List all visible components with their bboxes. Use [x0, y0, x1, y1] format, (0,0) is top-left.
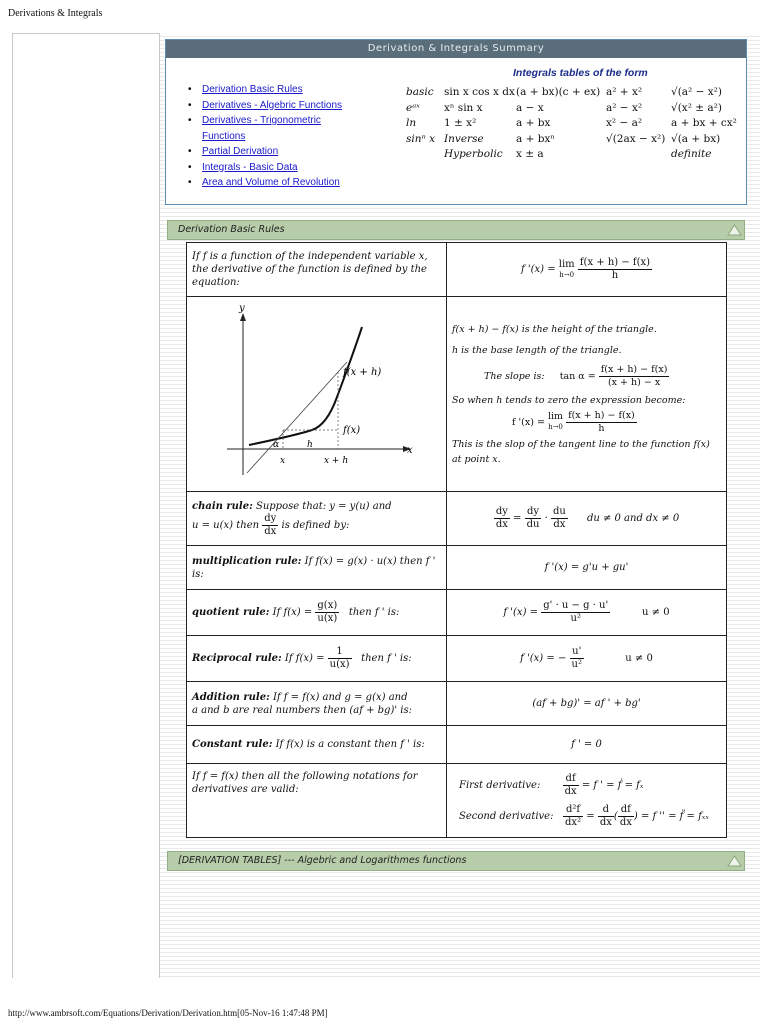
fraction — [566, 410, 637, 435]
frac-num: dy — [525, 506, 542, 519]
rule-text: is defined by: — [281, 519, 350, 531]
alpha-label: α — [273, 440, 280, 450]
integral-form-item: a² − x² — [606, 101, 643, 114]
toc-item[interactable] — [188, 82, 348, 98]
integral-form-item: a + bx + cx² — [671, 117, 737, 129]
slope-lhs: tan α = — [559, 370, 596, 382]
toc-item[interactable] — [188, 175, 348, 191]
frac-den: h — [598, 422, 605, 434]
formula-lhs: f '(x) = — [520, 264, 556, 275]
integral-form-item: definite — [671, 148, 712, 160]
toc-item[interactable] — [188, 144, 348, 160]
integral-form-item: a + bx — [516, 117, 551, 129]
toc-list — [188, 82, 348, 191]
integral-form-item: a + bxⁿ — [516, 132, 555, 145]
quot-rule-formula — [447, 590, 727, 636]
fraction — [563, 804, 583, 829]
quot-rule-text — [187, 590, 447, 636]
toc-item[interactable] — [188, 98, 348, 114]
frac-num: f(x + h) − f(x) — [568, 409, 635, 421]
const-rule-text — [187, 726, 447, 764]
toc-item[interactable] — [188, 160, 348, 176]
fraction — [618, 804, 634, 829]
section-title: Derivation Basic Rules — [178, 224, 285, 235]
fxh-label: f(x + h) — [343, 367, 382, 378]
table-row — [187, 590, 727, 636]
rule-label: chain rule: — [192, 500, 253, 512]
xh-tick-label: x + h — [324, 456, 349, 466]
integral-form-item: sinⁿ x — [406, 132, 436, 145]
integral-form-item: a − x — [516, 101, 544, 114]
rule-text: Suppose that: y = y(u) and — [255, 500, 392, 512]
footer-url: http://www.ambrsoft.com/Equations/Derivation/Derivation.htm[05-Nov-16 1:47:48 PM] — [8, 1008, 328, 1018]
summary-box — [165, 39, 747, 205]
rule-label: Reciprocal rule: — [192, 653, 282, 664]
frac-num: du — [553, 506, 566, 517]
x-label: x — [407, 445, 413, 456]
integral-form-item: eᵃˣ — [406, 101, 420, 114]
table-row — [187, 243, 727, 297]
table-row — [187, 726, 727, 764]
frac-num: g(x) — [315, 600, 339, 613]
limit — [548, 412, 563, 432]
fraction — [599, 364, 670, 389]
toc-link-trigonometric[interactable]: Derivatives - Trigonometric Functions — [202, 115, 321, 142]
left-column — [12, 33, 160, 978]
const-rule-formula: f ' = 0 — [447, 726, 727, 764]
table-row — [187, 492, 727, 546]
fraction — [541, 600, 610, 625]
condition: du ≠ 0 and dx ≠ 0 — [586, 513, 680, 524]
integral-form-item: x² − a² — [606, 117, 643, 129]
chain-rule-formula: $\frac{dy}{dx}$ = $\frac{dy}{du}$ · $\frac{du}{dx}$ du ≠ 0 and dx ≠ 0 — [447, 492, 727, 546]
rule-label: multiplication rule: — [192, 555, 302, 567]
frac-den: u² — [570, 613, 581, 624]
graph-explanation — [447, 297, 727, 492]
frac-num: f(x + h) − f(x) — [579, 257, 651, 268]
rule-text: then f ' is: — [361, 653, 412, 664]
notation-text: If f = f(x) then all the following notations for derivatives are valid: — [187, 764, 447, 838]
frac-num: u' — [570, 646, 584, 659]
formula-lhs: f '(x) = — [512, 416, 545, 428]
integral-form-item: xⁿ sin x — [444, 101, 483, 114]
frac-den: u² — [571, 659, 582, 670]
toc-link-partial[interactable]: Partial Derivation — [202, 146, 279, 157]
fraction — [262, 513, 278, 538]
frac-den: dx — [619, 816, 632, 828]
integral-form-item: sin x cos x dx — [444, 86, 515, 98]
lim-text: lim — [547, 411, 564, 422]
rule-text: a and b are real numbers then (af + bg)' is: — [192, 704, 412, 716]
formula-lhs: f '(x) = — [503, 607, 539, 618]
integral-form-item: Inverse — [444, 132, 484, 145]
integral-form-item: x ± a — [516, 148, 544, 160]
fraction — [315, 600, 339, 625]
recip-rule-text — [187, 636, 447, 682]
second-label: Second derivative: — [459, 810, 554, 822]
frac-num: dy — [495, 506, 508, 517]
fraction — [570, 646, 584, 671]
frac-num: 1 — [328, 646, 352, 659]
toc-item[interactable] — [188, 113, 348, 144]
frac-num: dy — [264, 512, 277, 524]
recip-rule-formula — [447, 636, 727, 682]
frac-den: (x + h) − x — [607, 376, 661, 388]
integral-form-item: a² + x² — [606, 86, 643, 98]
fraction — [578, 257, 652, 282]
rule-text: If f(x) = — [284, 653, 325, 664]
condition: u ≠ 0 — [625, 653, 653, 664]
toc-link-algebric[interactable]: Derivatives - Algebric Functions — [202, 99, 343, 111]
scroll-up-icon[interactable] — [727, 854, 742, 868]
toc-link-area-volume[interactable]: Area and Volume of Revolution — [202, 177, 340, 188]
definition-text: If f is a function of the independent variable x, the derivative of the function is defined by the equation: — [187, 243, 447, 297]
integral-form-item: basic — [406, 86, 434, 98]
height-line: f(x + h) − f(x) is the height of the triangle. — [452, 323, 657, 335]
frac-den: u(x) — [329, 659, 350, 670]
rule-label: Constant rule: — [192, 739, 273, 750]
formula-lhs: f '(x) = − — [520, 653, 567, 664]
condition: u ≠ 0 — [642, 607, 670, 618]
frac-den: dx — [599, 816, 612, 828]
first-label: First derivative: — [459, 779, 541, 791]
frac-den: dx — [553, 519, 566, 530]
frac-num: f(x + h) − f(x) — [600, 363, 668, 375]
table-row — [187, 636, 727, 682]
frac-num: df — [618, 804, 634, 817]
mult-rule-formula: f '(x) = g'u + gu' — [447, 546, 727, 590]
rule-label: Addition rule: — [192, 691, 270, 703]
page-title: Derivations & Integrals — [8, 8, 103, 19]
rule-text: u = u(x) then — [192, 519, 260, 531]
frac-num: d — [598, 804, 614, 817]
rules-table — [186, 242, 727, 838]
slope-label: The slope is: — [484, 370, 545, 382]
integral-form-item: √(x² ± a²) — [671, 101, 722, 114]
frac-num: g' · u − g · u' — [543, 600, 609, 611]
lim-sub: h→0 — [559, 270, 575, 279]
frac-den: dx — [264, 525, 277, 537]
toc-link-integrals[interactable]: Integrals - Basic Data — [202, 161, 298, 173]
rule-text: then f ' is: — [348, 607, 400, 618]
fraction — [551, 506, 568, 531]
limit — [559, 260, 575, 280]
summary-header: Derivation & Integrals Summary — [166, 40, 746, 58]
second-formula: = f '' = f̈ = fₓₓ — [640, 810, 709, 822]
add-rule-text — [187, 682, 447, 726]
frac-den: u(x) — [317, 613, 338, 624]
frac-den: dx² — [565, 816, 582, 828]
frac-den: dx — [564, 785, 577, 797]
equals-sign: = — [586, 810, 595, 822]
base-line: h is the base length of the triangle. — [452, 344, 622, 356]
y-label: y — [239, 303, 245, 314]
h-label: h — [307, 440, 313, 450]
integral-form-item: √(a + bx) — [671, 132, 721, 145]
integrals-title: Integrals tables of the form — [513, 67, 648, 79]
scroll-up-icon[interactable] — [727, 223, 742, 237]
graph-cell — [187, 297, 447, 492]
frac-num: d²f — [563, 804, 583, 817]
rule-text: If f = f(x) and g = g(x) and — [272, 691, 408, 703]
integral-form-item: √(a² − x²) — [671, 86, 722, 98]
rule-text: If f(x) = — [272, 607, 313, 618]
rule-text: If f(x) = g(x) · u(x) then f ' is: — [192, 555, 436, 580]
integral-form-item: √(2ax − x²) — [606, 132, 666, 145]
tangent-graph — [187, 297, 445, 487]
definition-formula — [447, 243, 727, 297]
notation-formulas — [447, 764, 727, 838]
slope-line — [452, 364, 721, 389]
add-rule-formula: (af + bg)' = af ' + bg' — [447, 682, 727, 726]
rule-label: quotient rule: — [192, 607, 270, 618]
table-row — [187, 764, 727, 838]
table-row — [187, 297, 727, 492]
fx-label: f(x) — [343, 425, 361, 436]
fraction — [494, 506, 510, 531]
y-axis-arrow — [240, 313, 246, 321]
integral-form-item: Hyperbolic — [444, 148, 503, 160]
toc-link-basic-rules[interactable]: Derivation Basic Rules — [202, 84, 303, 95]
integral-form-item: 1 ± x² — [444, 117, 477, 129]
fraction — [328, 646, 352, 671]
chain-rule-text — [187, 492, 447, 546]
fraction — [525, 506, 542, 531]
first-formula: = f ' = ḟ = fₓ — [581, 779, 644, 791]
section-title: [DERIVATION TABLES] --- Algebric and Logarithmes functions — [178, 855, 467, 866]
x-tick-label: x — [280, 456, 286, 466]
frac-num: df — [563, 773, 579, 786]
limit-formula — [452, 410, 721, 435]
first-derivative — [459, 773, 721, 798]
integral-form-item: ln — [406, 117, 417, 129]
lim-sub: h→0 — [548, 423, 563, 431]
fraction — [598, 804, 614, 829]
mult-rule-text — [187, 546, 447, 590]
fraction — [563, 773, 579, 798]
table-row — [187, 682, 727, 726]
frac-den: dx — [495, 519, 508, 530]
table-row — [187, 546, 727, 590]
second-derivative: Second derivative: $\frac{\text{d²f}}{\text{dx²}}$ = $\frac{d}{dx}$ ( $\frac{df}{dx}$ ) = f '' = f̈ = fₓₓ — [459, 803, 709, 828]
section-bar-derivation-tables — [167, 851, 745, 871]
frac-den: du — [526, 519, 540, 530]
integral-form-item: (a + bx)(c + ex) — [516, 86, 601, 98]
tangent-text: This is the slop of the tangent line to the function f(x) at point x. — [452, 438, 710, 465]
frac-den: h — [611, 270, 619, 281]
lim-text: lim — [558, 258, 575, 270]
section-bar-basic-rules — [167, 220, 745, 240]
rule-text: If f(x) is a constant then f ' is: — [275, 739, 425, 750]
limit-text: So when h tends to zero the expression become: — [452, 394, 686, 406]
